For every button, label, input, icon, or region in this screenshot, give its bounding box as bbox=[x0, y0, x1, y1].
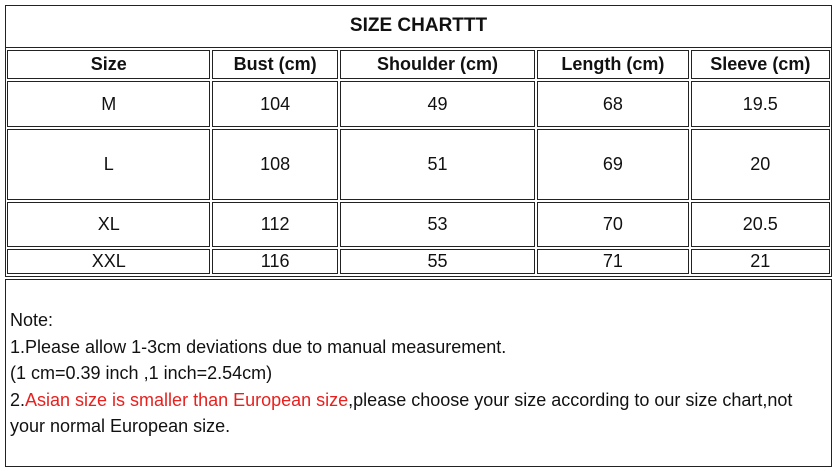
cell-shoulder: 53 bbox=[340, 202, 535, 247]
cell-bust: 116 bbox=[212, 249, 337, 274]
note-line-3 bbox=[10, 387, 827, 440]
cell-sleeve: 20.5 bbox=[691, 202, 830, 247]
note-line-3-highlight: Asian size is smaller than European size bbox=[25, 389, 349, 410]
cell-size: L bbox=[7, 129, 210, 200]
cell-shoulder: 51 bbox=[340, 129, 535, 200]
chart-title: SIZE CHARTTT bbox=[5, 5, 832, 48]
cell-sleeve: 19.5 bbox=[691, 81, 830, 127]
cell-size: M bbox=[7, 81, 210, 127]
header-length: Length (cm) bbox=[537, 50, 688, 79]
cell-length: 70 bbox=[537, 202, 688, 247]
cell-length: 68 bbox=[537, 81, 688, 127]
size-table bbox=[5, 48, 832, 276]
note-line-2: (1 cm=0.39 inch ,1 inch=2.54cm) bbox=[10, 363, 273, 383]
cell-shoulder: 55 bbox=[340, 249, 535, 274]
cell-bust: 104 bbox=[212, 81, 337, 127]
cell-bust: 108 bbox=[212, 129, 337, 200]
table-row bbox=[7, 249, 830, 274]
cell-length: 69 bbox=[537, 129, 688, 200]
note-heading: Note: bbox=[10, 310, 54, 330]
cell-bust: 112 bbox=[212, 202, 337, 247]
notes-box bbox=[5, 279, 832, 467]
note-line-3-prefix: 2. bbox=[10, 389, 26, 410]
cell-sleeve: 20 bbox=[691, 129, 830, 200]
note-line-1: 1.Please allow 1-3cm deviations due to manual measurement. bbox=[10, 336, 507, 357]
header-row bbox=[7, 50, 830, 79]
table-row bbox=[7, 81, 830, 127]
cell-sleeve: 21 bbox=[691, 249, 830, 274]
table-row bbox=[7, 129, 830, 200]
header-bust: Bust (cm) bbox=[212, 50, 337, 79]
cell-size: XXL bbox=[7, 249, 210, 274]
cell-length: 71 bbox=[537, 249, 688, 274]
cell-shoulder: 49 bbox=[340, 81, 535, 127]
table-row bbox=[7, 202, 830, 247]
header-shoulder: Shoulder (cm) bbox=[340, 50, 535, 79]
header-sleeve: Sleeve (cm) bbox=[691, 50, 830, 79]
note-line-3-rest: ,please choose your size according to our size chart,not your normal European size. bbox=[10, 389, 793, 436]
cell-size: XL bbox=[7, 202, 210, 247]
header-size: Size bbox=[7, 50, 210, 79]
